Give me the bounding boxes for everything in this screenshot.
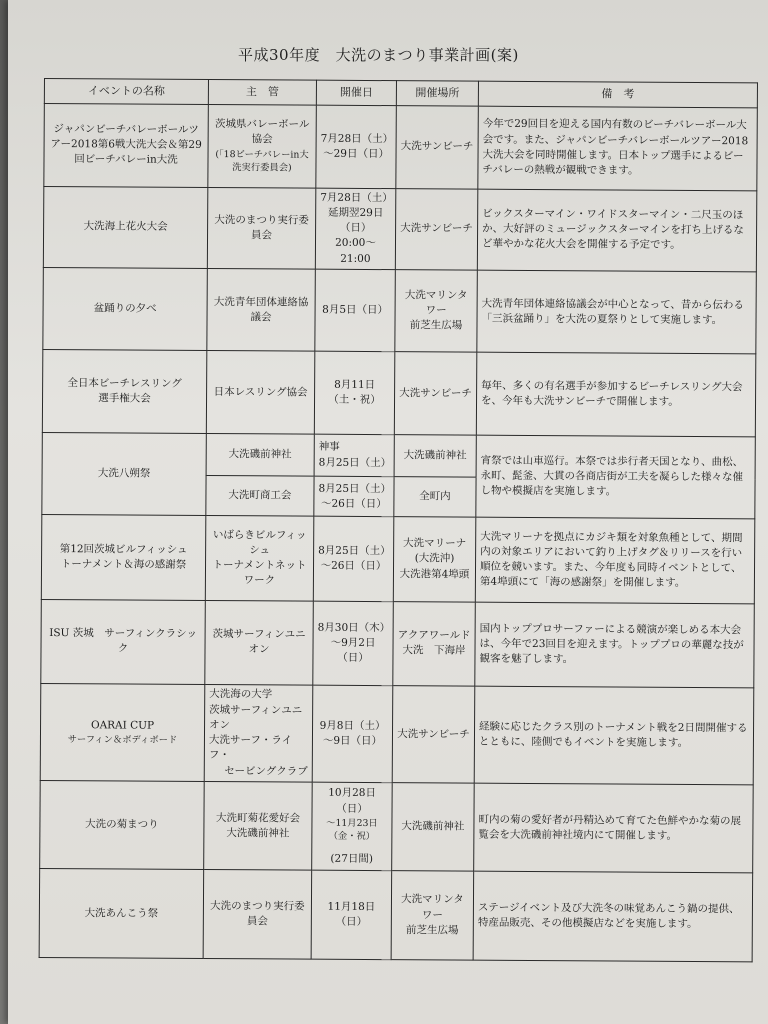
organizer	[204, 685, 313, 782]
table-row	[44, 104, 757, 191]
date-line: ～9日（日）	[322, 734, 383, 748]
date-line: 10月28日（日）	[328, 787, 377, 815]
date-line: 延期翌29日（日）	[327, 206, 384, 235]
remarks: 毎年、多くの有名選手が参加するビーチレスリング大会を、今年も大洗サンビーチで開催します。	[476, 353, 755, 437]
organizer: 大洗磯前神社	[206, 433, 314, 476]
remarks: ビックスターマイン・ワイドスターマイン・二尺玉のほか、大好評のミュージックスターマインを打ち上げるなど華やかな花火大会を開催する予定です。	[477, 189, 756, 272]
event-name-line: 全日本ビーチレスリング	[67, 377, 182, 390]
organizer	[205, 516, 314, 601]
remarks: 国内トッププロサーファーによる競演が楽しめる本大会は、今年で23回目を迎えます。トッププロの華麗な技が観客を魅了します。	[475, 602, 755, 688]
date-line: 8月25日（土）	[318, 482, 392, 495]
date-line: 20:00～21:00	[335, 237, 376, 265]
venue: 大洗サンビーチ	[395, 188, 477, 270]
venue: 大洗磯前神社	[394, 435, 476, 478]
date-line: 8月25日（土）	[318, 544, 391, 557]
table-row	[40, 684, 754, 785]
venue: 大洗サンビーチ	[394, 352, 477, 435]
remarks: 今年で29回目を迎える国内有数のビーチバレーボール大会です。また、ジャパンビーチバレーボールツアー2018大洗大会を同時開催します。日本トップ選手によるビーチバレーの熱戦が観戦できます。	[478, 106, 757, 190]
event-date: 8月11日（土・祝）	[314, 352, 395, 435]
date-line: ～11月23日（金・祝）	[326, 817, 378, 843]
organizer-line: 大洗サーフ・ライフ・	[208, 734, 293, 762]
organizer: 大洗青年団体連絡協議会	[207, 269, 316, 352]
venue: 大洗磯前神社	[392, 783, 475, 872]
table-row	[42, 350, 755, 437]
venue-line: 大洗マリンタワー	[404, 289, 468, 317]
remarks: ステージイベント及び大洗冬の味覚あんこう鍋の提供、特産品販売、その他模擬店などを実施します。	[473, 872, 753, 962]
header-remarks: 備 考	[478, 81, 757, 108]
event-date	[313, 516, 394, 601]
organizer-line: 茨城サーフィンユニオン	[209, 703, 303, 732]
venue	[393, 601, 476, 686]
date-line: 7月28日（土）	[320, 132, 394, 145]
date-line: (27日間)	[330, 852, 374, 865]
event-name-line: 第12回茨城ビルフィッシュ	[59, 542, 188, 556]
venue-line: 前芝生広場	[406, 924, 459, 937]
event-date	[312, 685, 393, 782]
organizer-line: 大洗町菊花愛好会	[215, 811, 301, 825]
organizer: 大洗町商工会	[206, 476, 314, 517]
event-name	[40, 684, 205, 782]
header-date: 開催日	[316, 80, 396, 106]
remarks: 経験に応じたクラス別のトーナメント戦を2日間開催するとともに、陸側でもイベントを実施します。	[474, 686, 754, 785]
event-name: ジャパンビーチバレーボールツアー2018第6戦大洗大会＆第29回ビーチバレーin大洗	[44, 104, 209, 187]
event-name: ISU 茨城 サーフィンクラシック	[41, 599, 206, 684]
event-name: 大洗海上花火大会	[43, 186, 207, 269]
event-date	[313, 601, 394, 686]
venue: 全町内	[394, 477, 476, 518]
table-row	[43, 186, 756, 272]
event-date	[312, 782, 393, 871]
event-plan-table	[39, 78, 758, 962]
venue-line: 大洗マリンタワー	[401, 893, 464, 922]
remarks: 宵祭では山車巡行。本祭では歩行者天国となり、曲松、永町、髭釜、大貫の各商店街が工夫を凝らした様々な催し物や模擬店を実施します。	[476, 435, 755, 519]
event-name-line: トーナメント＆海の感謝祭	[60, 558, 187, 571]
organizer-line: いばらきビルフィッシュ	[212, 528, 307, 557]
document-page	[8, 0, 768, 1024]
date-line: 8月30日（木）	[317, 621, 391, 634]
table-row	[42, 432, 755, 479]
organizer-line: セービングクラブ	[224, 764, 308, 778]
event-date	[314, 476, 394, 517]
organizer: 大洗のまつり実行委員会	[203, 870, 312, 959]
document-title: 平成30年度 大洗のまつり事業計画(案)	[238, 46, 519, 64]
organizer-line: (「18ビーチバレーin大洗実行委員会)	[215, 148, 309, 174]
date-line: 神事	[318, 440, 340, 454]
venue-line: 大洗 下海岸	[402, 644, 466, 658]
organizer-line: 茨城県バレーボール協会	[215, 118, 310, 146]
venue-line: 大洗マリーナ	[403, 537, 467, 550]
remarks: 町内の菊の愛好者が丹精込めて育てた色鮮やかな菊の展覧会を大洗磯前神社境内にて開催します。	[474, 783, 754, 873]
date-line: ～26日（日）	[320, 497, 387, 510]
event-name: 大洗の菊まつり	[40, 781, 205, 870]
table-row	[39, 869, 753, 962]
venue: 大洗サンビーチ	[392, 686, 475, 783]
remarks: 大洗マリーナを拠点にカジキ類を対象魚種として、期間内の対象エリアにおいて釣り上げタグ＆リリースを行い順位を競います。また、今年度も同時イベントとして、第4埠頭にて「海の感謝祭」を開催します。	[475, 517, 755, 603]
organizer	[204, 782, 313, 871]
date-line: ～29日（日）	[323, 147, 390, 160]
event-date	[315, 188, 395, 270]
venue	[391, 871, 474, 960]
venue-line: 大洗港第4埠頭	[399, 567, 470, 581]
organizer-line: 大洗海の大学	[209, 688, 273, 701]
venue	[393, 517, 476, 602]
organizer: 大洗のまつり実行委員会	[207, 187, 315, 269]
event-name: 大洗八朔祭	[42, 432, 207, 515]
organizer: 茨城サーフィンユニオン	[205, 600, 314, 685]
organizer-line: 大洗磯前神社	[226, 826, 290, 840]
remarks: 大洗青年団体連絡協議会が中心となって、昔から伝わる「三浜盆踊り」を大洗の夏祭りとして実施します。	[477, 270, 756, 354]
venue-line: アクアワールド	[397, 629, 471, 642]
date-line: 9月8日（土）	[319, 719, 386, 732]
table-row	[40, 781, 754, 874]
event-date	[314, 434, 394, 477]
venue-line: (大洗沖)	[414, 552, 455, 565]
event-name: 盆踊りの夕べ	[43, 268, 208, 351]
event-date	[316, 105, 397, 188]
venue-line: 前芝生広場	[409, 319, 463, 332]
event-date: 11月18日（日）	[311, 871, 392, 960]
table-row	[43, 268, 756, 355]
header-organizer: 主 管	[208, 80, 316, 106]
date-line: 7月28日（土）	[320, 191, 393, 204]
organizer-line: トーナメントネットワーク	[212, 559, 307, 587]
header-event-name: イベントの名称	[44, 79, 208, 105]
event-name-line: 選手権大会	[98, 392, 151, 405]
event-date: 8月5日（日）	[315, 269, 396, 352]
venue	[395, 270, 478, 353]
organizer	[208, 105, 317, 188]
event-name-line: OARAI CUP	[90, 719, 155, 732]
event-name	[42, 350, 207, 433]
date-line: 8月25日（土）	[318, 456, 392, 469]
venue: 大洗サンビーチ	[396, 106, 479, 189]
organizer: 日本レスリング協会	[206, 351, 315, 434]
event-name-line: サーフィン＆ボディボード	[67, 734, 178, 746]
event-name: 大洗あんこう祭	[39, 869, 204, 959]
date-line: ～26日（日）	[320, 559, 387, 573]
table-row	[41, 599, 755, 688]
header-venue: 開催場所	[396, 81, 478, 107]
event-name	[41, 515, 206, 600]
table-row	[41, 515, 755, 604]
date-line: ～9月2日（日）	[330, 636, 376, 665]
